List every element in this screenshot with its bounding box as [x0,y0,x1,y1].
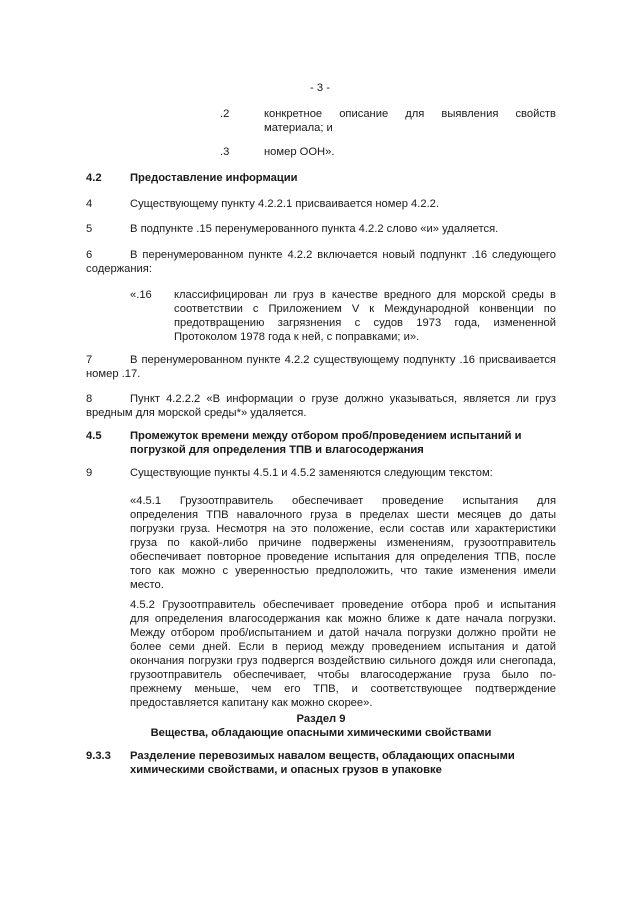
section-heading-line: Разделение перевозимых навалом веществ, обладающих опасными [130,750,515,762]
paragraph-text: Существующему пункту 4.2.2.1 присваивается номер 4.2.2. [130,198,440,210]
paragraph-number: 9 [86,467,93,479]
item-number: .2 [220,108,230,120]
paragraph-text: В подпункте .15 перенумерованного пункта 4.2.2 слово «и» удаляется. [130,223,499,235]
paragraph-text: Существующие пункты 4.5.1 и 4.5.2 заменяются следующим текстом: [130,467,493,479]
quoted-paragraph-line: для определения влагосодержания как можно ближе к дате начала погрузки. [130,613,556,625]
paragraph-text-line: вредным для морской среды*» удаляется. [86,407,307,419]
section-number: 9.3.3 [86,750,111,762]
quoted-paragraph-line: погрузки груза. Несмотря на это положение, если состав или характеристики [130,523,556,535]
paragraph-text-line: Пункт 4.2.2.2 «В информации о грузе должно указываться, является ли груз [130,393,556,405]
quoted-paragraph-line: грузоотправитель обеспечивает, чтобы влагосодержание груза было по- [130,669,556,681]
subitem-text-line: классифицирован ли груз в качестве вредного для морской среды в [174,289,556,301]
paragraph-number: 8 [86,393,93,405]
paragraph-number: 4 [86,198,93,210]
page-number: - 3 - [310,82,330,94]
subitem-text-line: Протоколом 1978 года к ней, с поправками; и». [174,331,420,343]
quoted-paragraph-line: груза по какой-либо причине подвержены изменениям, грузоотправитель [130,537,556,549]
quoted-paragraph-line: «4.5.1 Грузоотправитель обеспечивает проведение испытания для [130,495,556,507]
section-number: 4.5 [86,430,102,442]
section-heading-line: химическими свойствами, и опасных грузов в упаковке [130,764,442,776]
paragraph-text-line: В перенумерованном пункте 4.2.2 включается новый подпункт .16 следующего [130,249,556,261]
quoted-paragraph-line: предоставляется капитану как можно скорее». [130,697,373,709]
quoted-paragraph-line: окончания погрузки груз подвергся воздействию сильного дождя или снегопада, [130,655,556,667]
section-subtitle: Вещества, обладающие опасными химическими свойствами [150,727,492,739]
item-text-line: материала; и [264,122,333,134]
section-heading-line: погрузкой для определения ТПВ и влагосодержания [130,444,424,456]
quoted-paragraph-line: 4.5.2 Грузоотправитель обеспечивает проведение отбора проб и испытания [130,599,556,611]
quoted-paragraph-line: более семи дней. Если в период между проведением испытания и датой [130,641,556,653]
quoted-paragraph-line: того как можно с уверенностью предположить, что такие изменения имели [130,565,556,577]
quoted-paragraph-line: прежнему меньше, чем его ТПВ, и соответствующее подтверждение [130,683,556,695]
quoted-paragraph-line: обеспечивает повторное проведение испытания для определения ТПВ, после [130,551,556,563]
item-text-line: конкретное описание для выявления свойств [264,108,556,120]
section-heading: Предоставление информации [130,172,298,184]
item-text: номер ООН». [264,146,335,158]
paragraph-number: 7 [86,354,93,366]
section-number: 4.2 [86,172,102,184]
quoted-paragraph-line: место. [130,579,164,591]
subitem-number: «.16 [130,289,152,301]
section-title: Раздел 9 [296,713,346,725]
paragraph-number: 6 [86,249,93,261]
subitem-text-line: предотвращению загрязнения с судов 1973 года, измененной [174,317,556,329]
paragraph-text-line: номер .17. [86,368,141,380]
section-heading-line: Промежуток времени между отбором проб/проведением испытаний и [130,430,522,442]
item-number: .3 [220,146,230,158]
subitem-text-line: соответствии с Приложением V к Международной конвенции по [174,303,556,315]
paragraph-text-line: содержания: [86,263,152,275]
paragraph-number: 5 [86,223,93,235]
quoted-paragraph-line: определения ТПВ навалочного груза в пределах шести месяцев до даты [130,509,556,521]
quoted-paragraph-line: Между отбором проб/испытанием и датой начала погрузки должно пройти не [130,627,556,639]
paragraph-text-line: В перенумерованном пункте 4.2.2 существующему подпункту .16 присваивается [130,354,556,366]
